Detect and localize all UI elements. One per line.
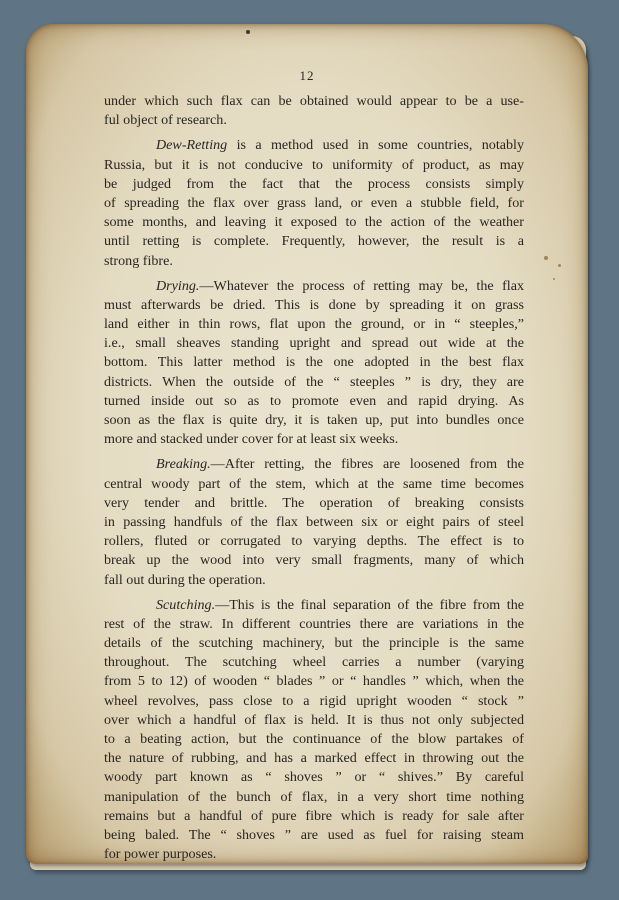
paragraph-scutching: [104, 596, 524, 865]
section-heading-breaking: Breaking.: [156, 456, 211, 473]
section-heading-dew-retting: Dew-Retting: [156, 137, 228, 154]
text-line: central woody part of the stem, which at the same time becomes: [104, 475, 524, 492]
text-line-tail: —After retting, the fibres are loosened from the: [210, 456, 524, 473]
text-line: rest of the straw. In different countries there are variations in the: [104, 615, 524, 632]
text-line: of spreading the flax over grass land, or even a stubble field, for: [104, 194, 524, 211]
text-line: in passing handfuls of the flax between six or eight pairs of steel: [104, 513, 524, 530]
text-line: be judged from the fact that the process consists simply: [104, 175, 524, 192]
text-line: very tender and brittle. The operation of breaking consists: [104, 494, 524, 511]
text-line: [104, 596, 524, 615]
text-line: remains but a handful of pure fibre which is ready for sale after: [104, 807, 524, 824]
text-line: fall out during the operation.: [104, 571, 266, 588]
paragraph-dew-retting: [104, 136, 524, 270]
text-line: to a beating action, but the continuance of the blow partakes of: [104, 731, 524, 747]
text-line-tail: —This is the final separation of the fibre from the: [215, 596, 524, 613]
text-line: bottom. This latter method is the one adopted in the best flax: [104, 354, 524, 371]
text-line: ful object of research.: [104, 112, 227, 129]
text-line: [104, 277, 524, 296]
text-line: Russia, but it is not conducive to uniformity of product, as may: [104, 156, 524, 173]
text-line: over which a handful of flax is held. It is thus not only subjected: [104, 711, 524, 728]
section-heading-drying: Drying.: [156, 277, 200, 294]
text-line: districts. When the outside of the “ steeples ” is dry, they are: [104, 373, 524, 390]
text-line: land either in thin rows, flat upon the ground, or in “ steeples,”: [104, 316, 524, 333]
text-line: under which such flax can be obtained would appear to be a use-: [104, 93, 524, 109]
paragraph-breaking: [104, 455, 524, 589]
section-heading-scutching: Scutching.: [156, 596, 216, 613]
text-line: woody part known as “ shoves ” or “ shives.” By careful: [104, 769, 524, 786]
body-text: [104, 92, 524, 864]
text-line: the nature of rubbing, and has a marked effect in throwing out the: [104, 750, 524, 767]
text-line: more and stacked under cover for at least six weeks.: [104, 431, 399, 448]
paragraph-drying: [104, 277, 524, 450]
text-line: some months, and leaving it exposed to the action of the weather: [104, 214, 524, 231]
text-line: rollers, fluted or corrugated to varying depths. The effect is to: [104, 533, 524, 550]
text-line: manipulation of the bunch of flax, in a very short time nothing: [104, 788, 524, 805]
text-line: for power purposes.: [104, 846, 217, 863]
paragraph-continuation: [104, 92, 524, 130]
text-line: wheel revolves, pass close to a rigid upright wooden “ stock ”: [104, 692, 524, 709]
page-number: 12: [299, 68, 315, 83]
text-line: being baled. The “ shoves ” are used as fuel for raising steam: [104, 826, 524, 843]
text-line-tail: —Whatever the process of retting may be, the flax: [199, 277, 524, 294]
text-line: must afterwards be dried. This is done by spreading it on grass: [104, 296, 524, 313]
text-line: soon as the flax is quite dry, it is taken up, put into bundles once: [104, 412, 524, 428]
document-page: [26, 24, 588, 864]
paper-stain: [246, 30, 250, 34]
text-line: [104, 455, 524, 474]
text-line-tail: is a method used in some countries, notably: [227, 137, 524, 154]
text-line: details of the scutching machinery, but the principle is the same: [104, 635, 524, 652]
text-line: throughout. The scutching wheel carries a number (varying: [104, 654, 524, 671]
text-line: turned inside out so as to promote even and rapid drying. As: [104, 392, 524, 409]
paper-stain: [553, 278, 555, 280]
text-line: i.e., small sheaves standing upright and spread out wide at the: [104, 335, 524, 352]
text-line: until retting is complete. Frequently, however, the result is a: [104, 233, 524, 250]
paper-stain: [544, 256, 548, 260]
text-line: break up the wood into very small fragments, many of which: [104, 552, 524, 569]
text-line: from 5 to 12) of wooden “ blades ” or “ handles ” which, when the: [104, 673, 524, 690]
paper-stain: [558, 264, 561, 267]
text-line: [104, 136, 524, 155]
text-line: strong fibre.: [104, 252, 173, 269]
